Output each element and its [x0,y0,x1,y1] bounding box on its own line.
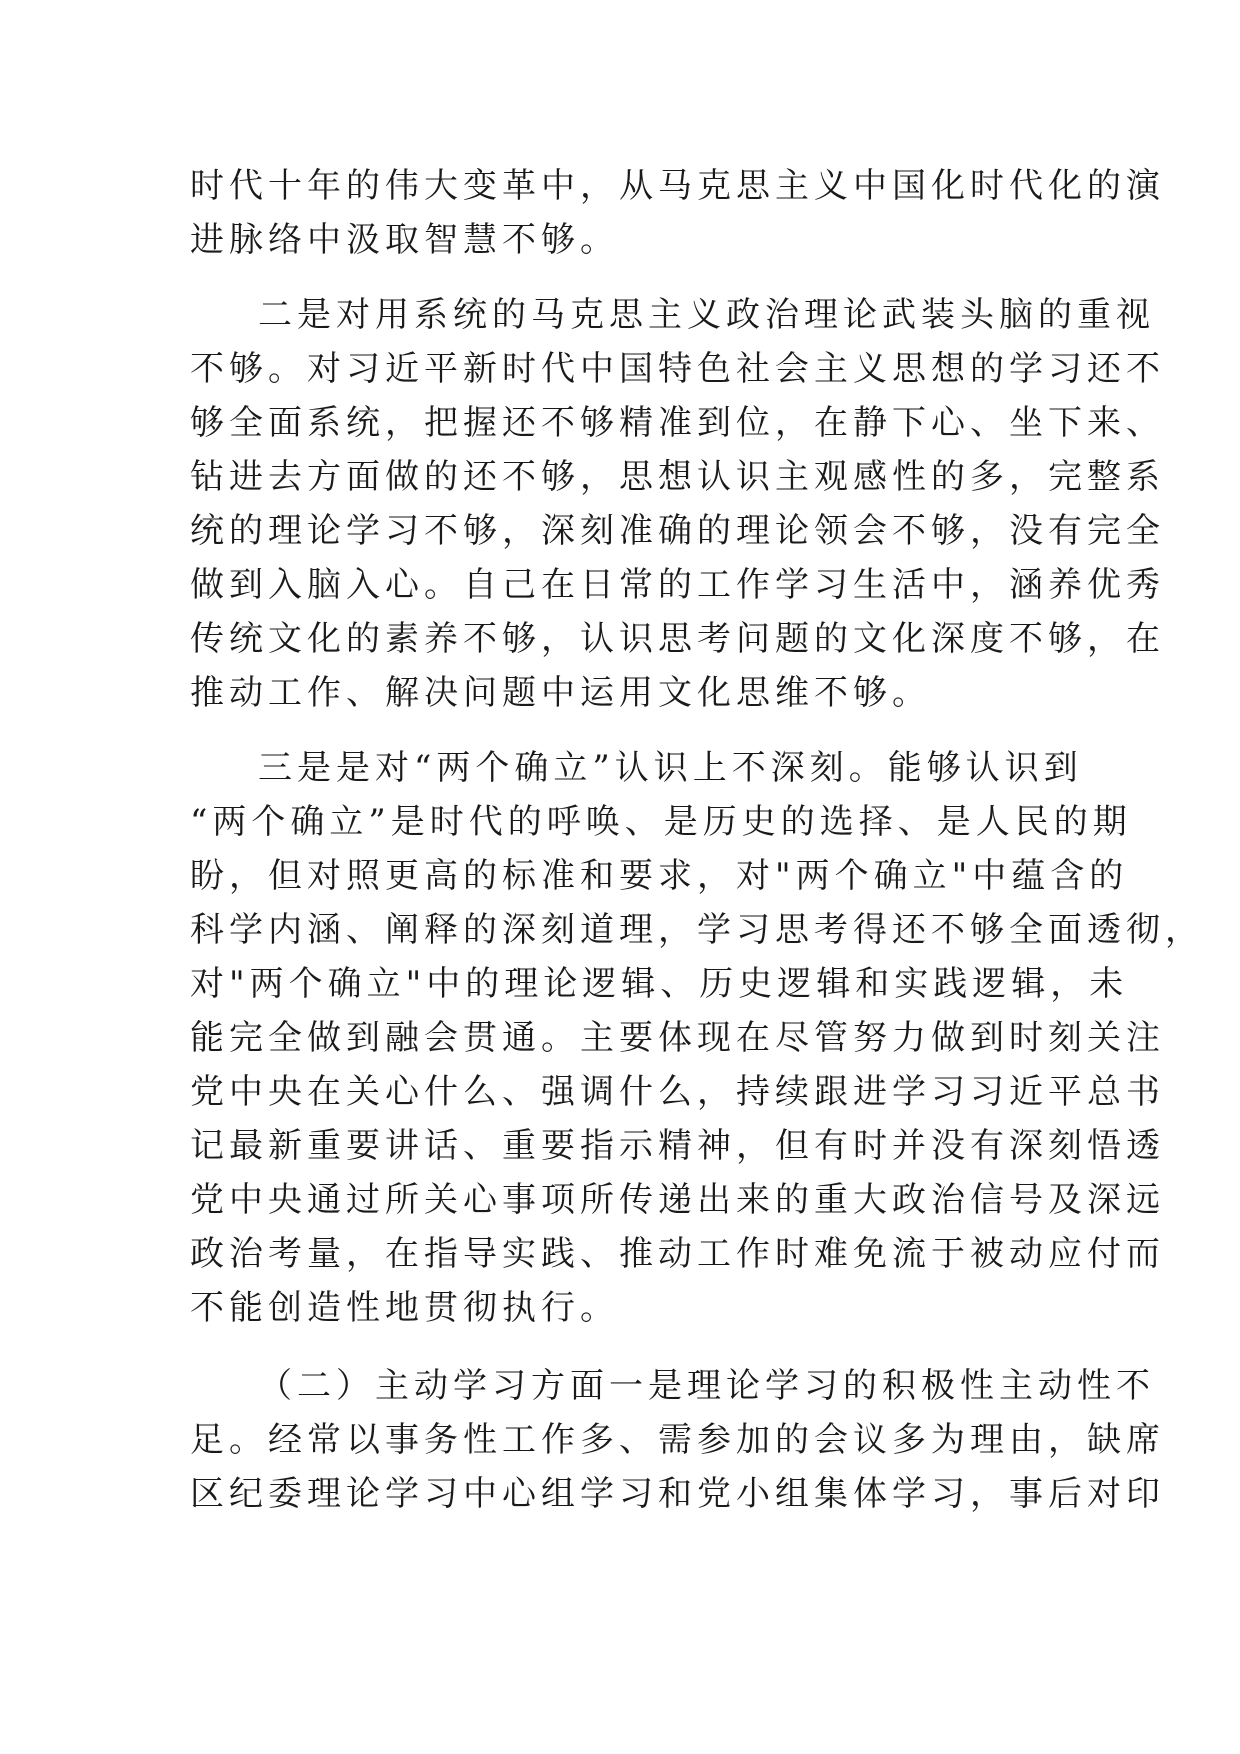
text-line: “两个确立”是时代的呼唤、是历史的选择、是人民的期 [190,802,1132,842]
text-line: 钻进去方面做的还不够，思想认识主观感性的多，完整系 [190,457,1165,497]
text-line: 盼，但对照更高的标准和要求，对"两个确立"中蕴含的 [190,856,1129,896]
text-line: 进脉络中汲取智慧不够。 [190,220,619,260]
text-line: （二）主动学习方面一是理论学习的积极性主动性不 [258,1366,1155,1406]
text-line: 足。经常以事务性工作多、需参加的会议多为理由，缺席 [190,1420,1165,1460]
text-line: 够全面系统，把握还不够精准到位，在静下心、坐下来、 [190,403,1165,443]
text-line: 党中央通过所关心事项所传递出来的重大政治信号及深远 [190,1180,1165,1220]
text-line: 对"两个确立"中的理论逻辑、历史逻辑和实践逻辑，未 [190,964,1129,1004]
text-line: 时代十年的伟大变革中，从马克思主义中国化时代化的演 [190,166,1165,206]
text-line: 三是是对“两个确立”认识上不深刻。能够认识到 [258,748,1083,788]
text-line: 记最新重要讲话、重要指示精神，但有时并没有深刻悟透 [190,1126,1165,1166]
text-line: 能完全做到融会贯通。主要体现在尽管努力做到时刻关注 [190,1018,1165,1058]
text-line: 统的理论学习不够，深刻准确的理论领会不够，没有完全 [190,511,1165,551]
text-line: 二是对用系统的马克思主义政治理论武装头脑的重视 [258,295,1155,335]
text-line: 做到入脑入心。自己在日常的工作学习生活中，涵养优秀 [190,565,1165,605]
text-line: 区纪委理论学习中心组学习和党小组集体学习，事后对印 [190,1474,1165,1514]
text-line: 科学内涵、阐释的深刻道理，学习思考得还不够全面透彻， [190,910,1204,950]
text-line: 不能创造性地贯彻执行。 [190,1288,619,1328]
text-line: 推动工作、解决问题中运用文化思维不够。 [190,673,931,713]
text-line: 传统文化的素养不够，认识思考问题的文化深度不够，在 [190,619,1165,659]
text-line: 不够。对习近平新时代中国特色社会主义思想的学习还不 [190,349,1165,389]
text-line: 党中央在关心什么、强调什么，持续跟进学习习近平总书 [190,1072,1165,1112]
text-line: 政治考量，在指导实践、推动工作时难免流于被动应付而 [190,1234,1165,1274]
